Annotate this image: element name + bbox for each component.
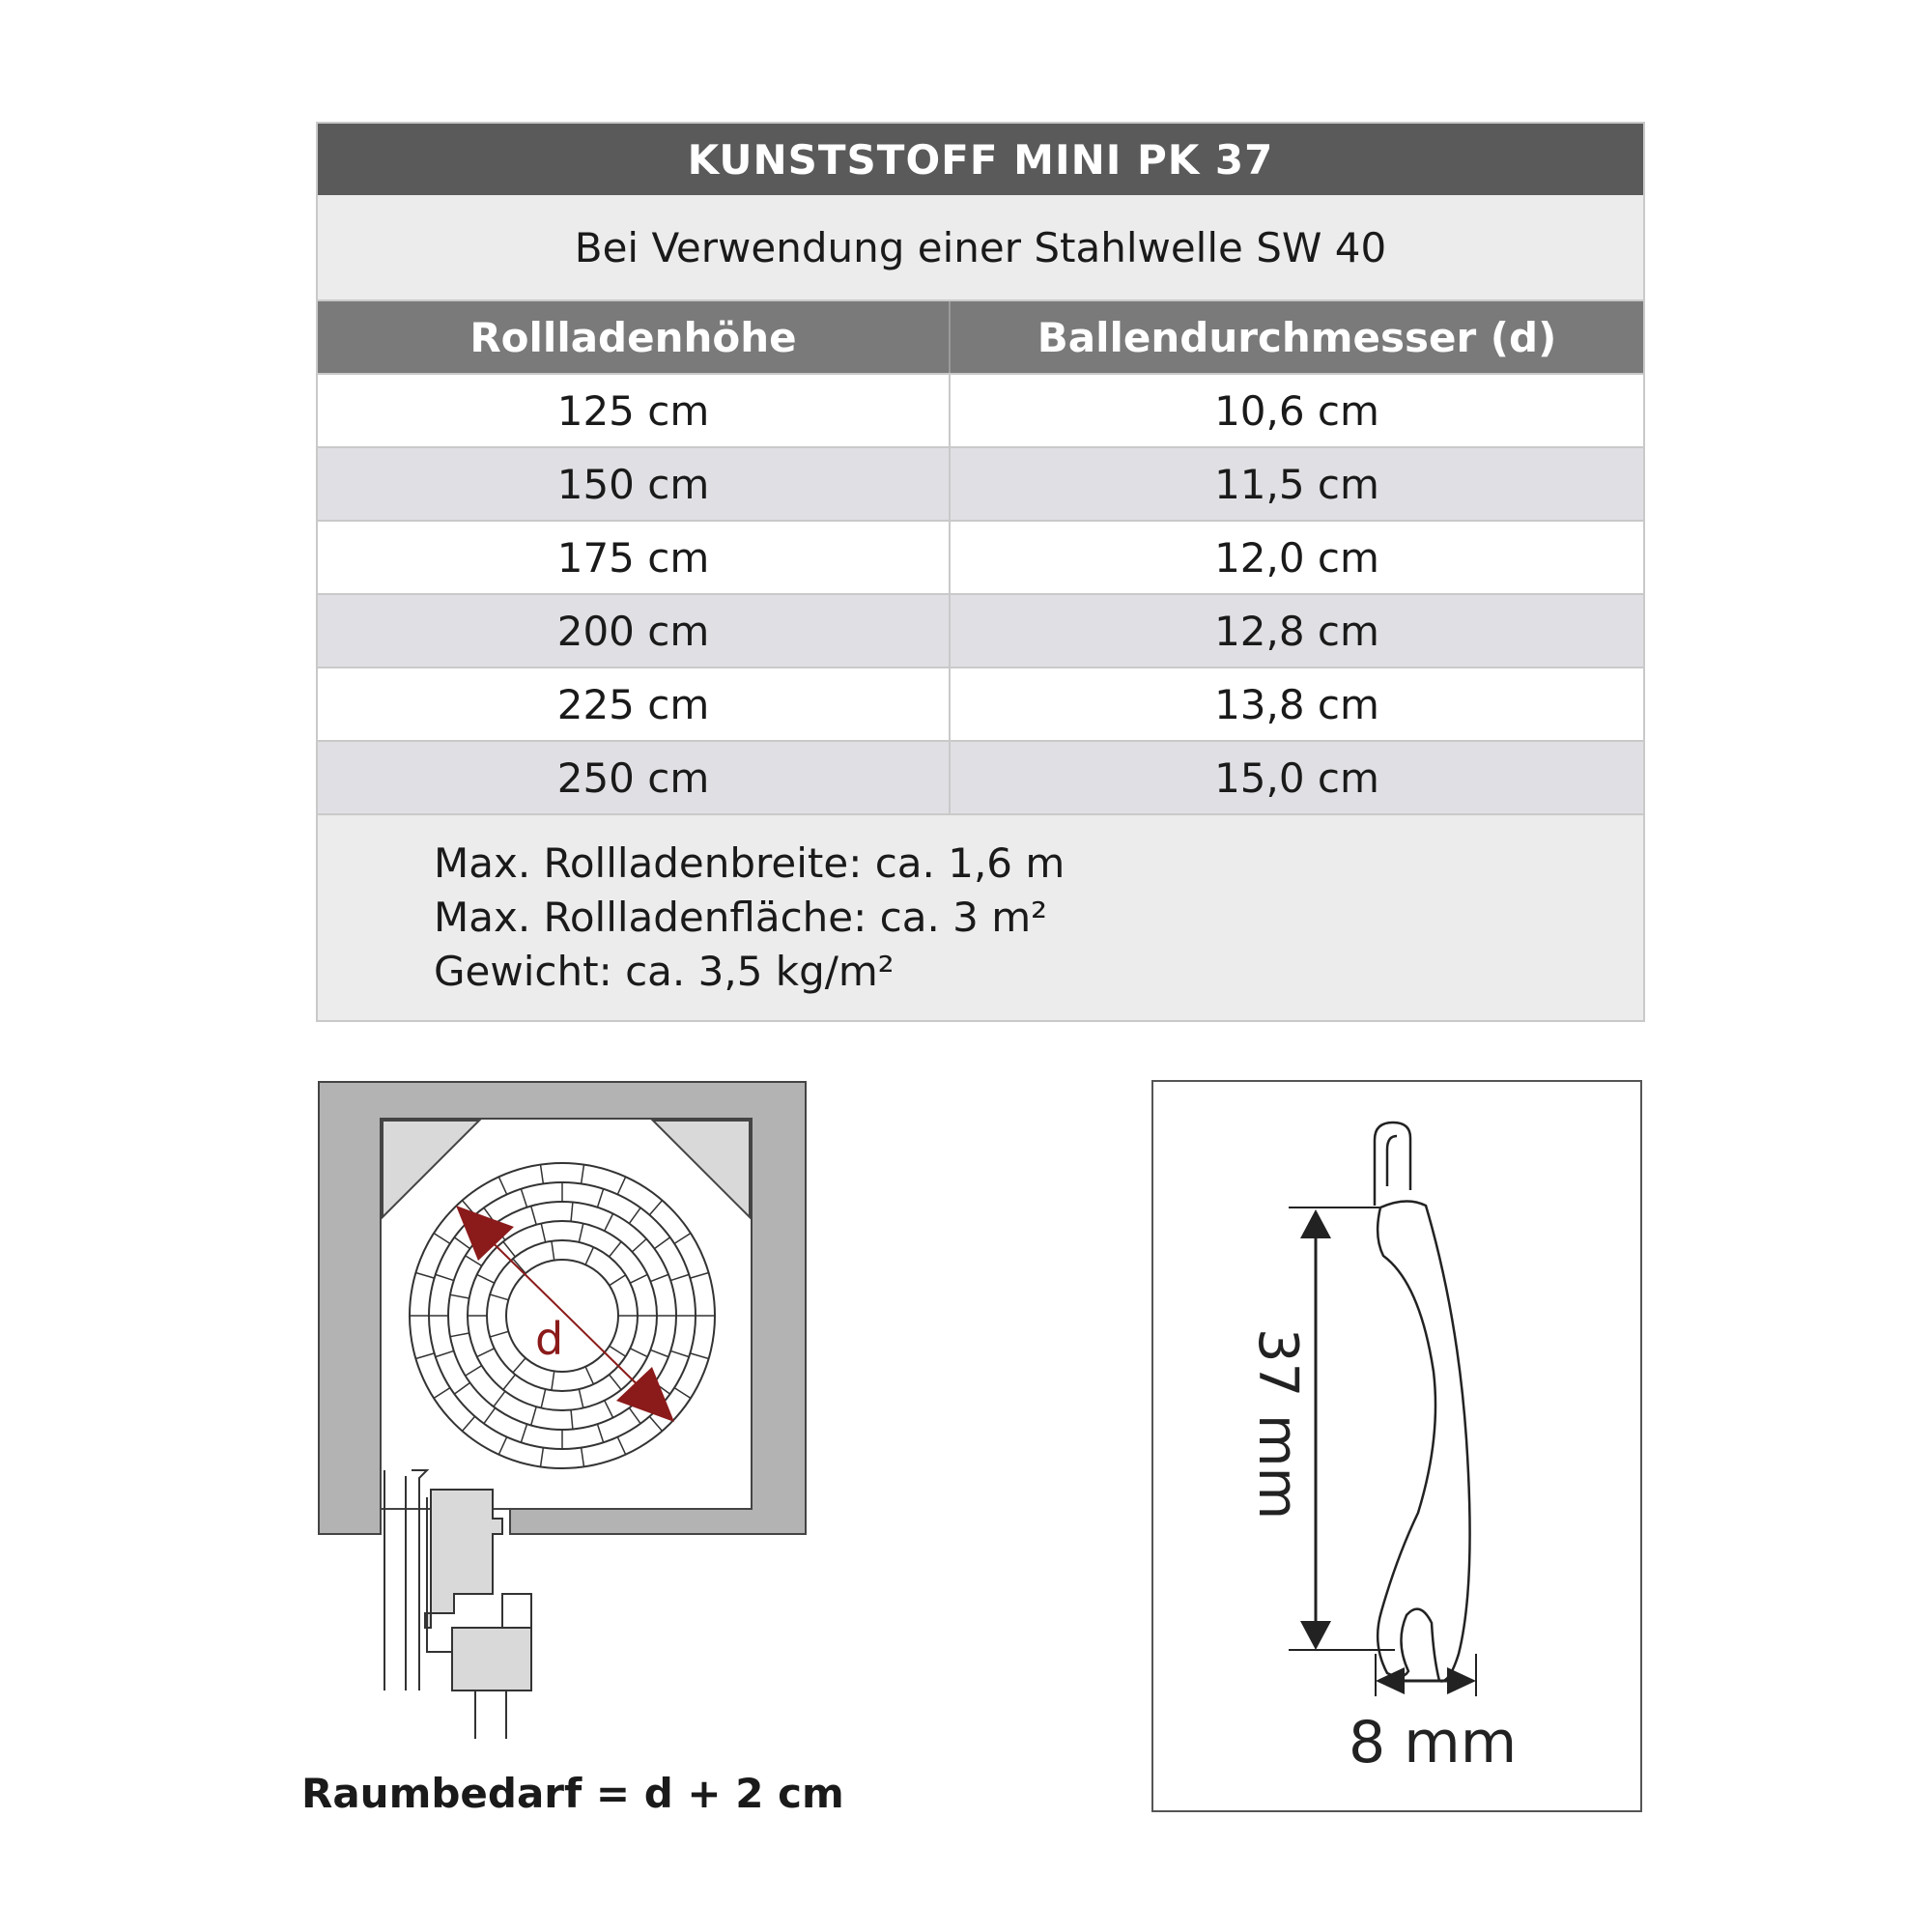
cell-height: 225 cm (318, 668, 951, 740)
space-requirement-caption: Raumbedarf = d + 2 cm (301, 1770, 844, 1817)
table-row (318, 742, 1643, 815)
table-row (318, 448, 1643, 522)
slat-profile-svg (1153, 1082, 1640, 1810)
diameter-label: d (535, 1313, 564, 1365)
cell-height: 200 cm (318, 595, 951, 667)
slat-profile-box (1151, 1080, 1642, 1812)
spec-table (316, 122, 1645, 1022)
cell-height: 125 cm (318, 375, 951, 446)
cell-diameter: 12,0 cm (1214, 533, 1379, 582)
table-subtitle: Bei Verwendung einer Stahlwelle SW 40 (318, 195, 1643, 301)
header-diameter: Ballendurchmesser (d) (1037, 313, 1557, 361)
table-notes (318, 815, 1643, 1020)
header-height: Rollladenhöhe (318, 301, 951, 373)
table-row (318, 375, 1643, 448)
note-weight: Gewicht: ca. 3,5 kg/m² (434, 948, 895, 995)
cell-diameter: 12,8 cm (1214, 607, 1379, 655)
table-row (318, 668, 1643, 742)
note-max-area: Max. Rollladenfläche: ca. 3 m² (434, 894, 1047, 941)
table-title: KUNSTSTOFF MINI PK 37 (318, 124, 1643, 195)
height-label: 37 mm (1246, 1328, 1309, 1520)
slat-body (1378, 1201, 1469, 1681)
cell-diameter: 15,0 cm (1214, 753, 1379, 802)
cell-height: 250 cm (318, 742, 951, 813)
cell-diameter: 11,5 cm (1214, 460, 1379, 508)
slat-hook (1375, 1122, 1410, 1206)
table-header-row (318, 301, 1643, 375)
cell-height: 175 cm (318, 522, 951, 593)
cell-diameter: 10,6 cm (1214, 386, 1379, 435)
cell-diameter: 13,8 cm (1214, 680, 1379, 728)
thickness-label: 8 mm (1349, 1709, 1518, 1776)
shutter-box-diagram (309, 1072, 831, 1758)
table-row (318, 522, 1643, 595)
shutter-box-svg (309, 1072, 831, 1758)
table-row (318, 595, 1643, 668)
height-arrow-bottom (1300, 1621, 1331, 1650)
thickness-arrow-right (1447, 1667, 1476, 1694)
cell-height: 150 cm (318, 448, 951, 520)
note-max-width: Max. Rollladenbreite: ca. 1,6 m (434, 839, 1065, 887)
height-arrow-top (1300, 1209, 1331, 1238)
